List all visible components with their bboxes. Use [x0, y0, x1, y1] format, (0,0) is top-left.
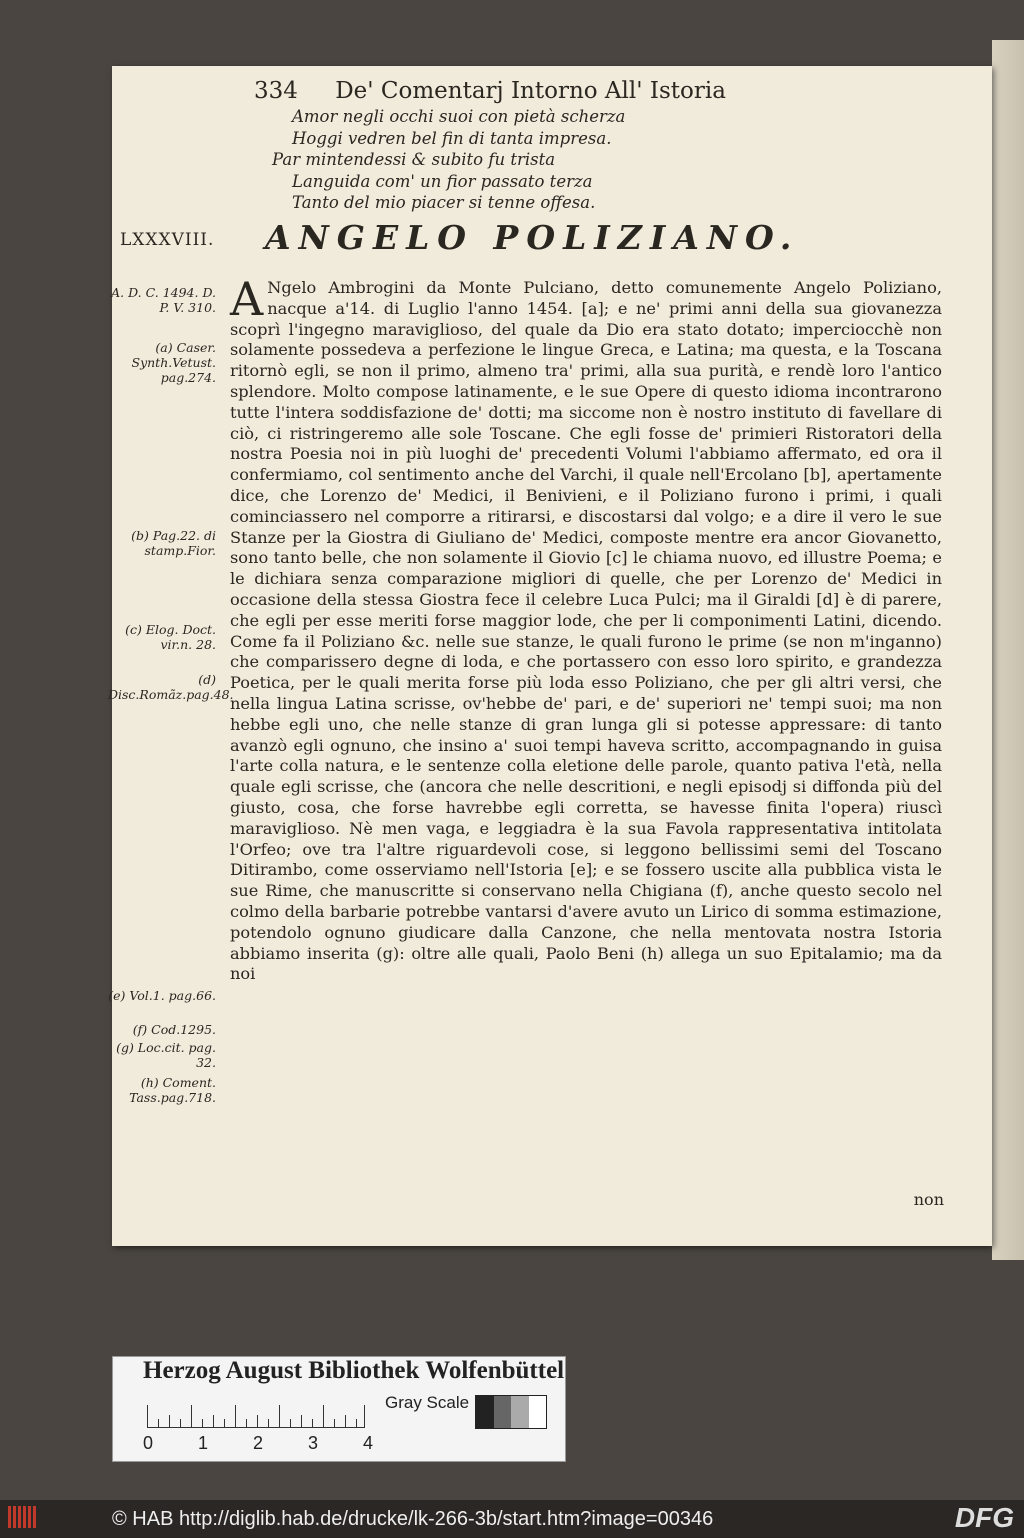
footer-bar — [0, 1500, 1024, 1538]
poem-line: Tanto del mio piacer si tenne offesa. — [292, 193, 596, 212]
margin-note-a: (a) Caser. Synth.Vetust. pag.274. — [131, 340, 216, 385]
scale-ruler — [147, 1405, 365, 1428]
body-text — [230, 272, 942, 985]
hab-logo-icon — [8, 1506, 44, 1532]
footer-url[interactable]: © HAB http://diglib.hab.de/drucke/lk-266-3b/start.htm?image=00346 — [112, 1508, 714, 1530]
ruler-label: 2 — [253, 1433, 264, 1453]
ruler-label: 1 — [198, 1433, 209, 1453]
poem-lines — [272, 106, 625, 214]
section-title: ANGELO POLIZIANO. — [265, 218, 800, 257]
margin-note-c: (c) Elog. Doct. vir.n. 28. — [125, 622, 216, 652]
poem-line: Hoggi vedren bel fin di tanta impresa. — [292, 128, 612, 148]
section-number: LXXXVIII. — [120, 230, 215, 250]
margin-note-f: (f) Cod.1295. — [132, 1022, 216, 1037]
margin-note-e: (e) Vol.1. pag.66. — [108, 988, 216, 1003]
ruler-label: 4 — [363, 1433, 374, 1453]
running-head-title: De' Comentarj Intorno All' Istoria — [335, 78, 726, 104]
poem-line: Par mintendessi & subito fu trista — [272, 150, 556, 169]
margin-note-d: (d) Disc.Romãz.pag.48. — [108, 672, 234, 702]
catchword: non — [913, 1190, 944, 1209]
page-number: 334 — [254, 78, 298, 104]
dfg-logo: DFG — [954, 1502, 1014, 1533]
body-paragraph: Ngelo Ambrogini da Monte Pulciano, detto comunemente Angelo Poliziano, nacque a'14. di Luglio l'anno 1454. [a]; e ne' primi anni della sua giovanezza scoprì l'ingegno maraviglioso, del quale da Dio era stato dotato; imperciocchè non solamente possedeva a perfezione le lingue Greca, e Latina; ma questa, e la Toscana ritornò egli, se non il primo, almeno tra' primi, alla sua purità, e rendè loro l'antico splendore. Molto compose latinamente, e le sue Opere di questo idioma incontrarono tutte l'intera soddisfazione de' dotti; ma siccome non è nostro instituto di favellare di ciò, ci ristringeremo alle sole Toscane. Che egli fosse de' primieri Ristoratori della nostra Poesia noi in più luoghi de' precedenti Volumi l'abbiamo affermato, ed ora il confermiamo, col sentimento anche del Varchi, il quale nell'Ercolano [b], apertamente dice, che Lorenzo de' Medici, il Benivieni, e il Poliziano furono i primi, i quali cominciassero nel comporre a ritirarsi, e discostarsi dal volgo; e a dire il vero le sue Stanze per la Giostra di Giuliano de' Medici, composte mentre era ancor Giovanetto, sono tanto belle, che non solamente il Giovio [c] le chiama nuovo, ed illustre Poema; e le dichiara senza comparazione migliori di quelle, che per Lorenzo de' Medici in occasione della stessa Giostra fece il celebre Luca Pulci; ma il Giraldi [d] è di parere, che egli per esse meriti forse maggior lode, che per li componimenti Latini, dicendo. Come fa il Poliziano &c. nelle sue stanze, le quali furono le prime (se non m'inganno) che comparissero degne di loda, e che portassero con esso loro spirito, e grandezza Poetica, per le quali merita forse più loda esso Poliziano, che per gli altri versi, che nella lingua Latina scrisse, ov'hebbe de' pari, e de' superiori ne' tempi suoi; ma non hebbe egli uno, che nelle stanze di gran lunga gli si potesse appressare: di tanto avanzò egli ognuno, che insino a' suoi tempi haveva scritto, accompagnando in guisa l'arte colla natura, e le sentenze colla eletione delle parole, quanto pativa l'età, nella quale egli scrisse, che (ancora che nelle descritioni, e negli episodj si diffonda più del giusto, cosa, che forse havrebbe egli corretta, se havesse finita l'opera) riuscì maraviglioso. Nè men vaga, e leggiadra è la sua Favola rappresentativa intitolata l'Orfeo; ove tra l'altre riguardevoli cose, si leggono bellissimi semi del Toscano Ditirambo, come osserviamo nell'Istoria [e]; e se fossero uscite alla pubblica vista le sue Rime, che manuscritte si conservano nella Chigiana (f), anche questo secolo nel colmo della barbarie potrebbe vantarsi d'avere avuto un Lirico di somma estimazione, potendolo ognuno giudicare dalla Canzone, che nella mentovata nostra Istoria abbiamo inserita (g): oltre alle quali, Paolo Beni (h) allega un suo Epitalamio; ma da noi — [230, 278, 942, 984]
poem-line: Languida com' un fior passato terza — [292, 171, 593, 191]
drop-cap: A — [230, 272, 264, 326]
poem-line: Amor negli occhi suoi con pietà scherza — [292, 107, 626, 126]
margin-note-b: (b) Pag.22. di stamp.Fior. — [131, 528, 216, 558]
ruler-label: 3 — [308, 1433, 319, 1453]
ruler-label: 0 — [143, 1433, 154, 1453]
margin-note-h: (h) Coment. Tass.pag.718. — [129, 1075, 216, 1105]
running-header — [254, 78, 726, 104]
library-name: Herzog August Bibliothek Wolfenbüttel — [143, 1357, 565, 1384]
scan-calibration-label — [112, 1356, 566, 1462]
next-page-edge — [992, 40, 1024, 1260]
margin-note-dates: A. D. C. 1494. D. P. V. 310. — [111, 285, 216, 315]
gray-scale-swatches — [475, 1395, 547, 1429]
gray-scale-label: Gray Scale — [385, 1393, 470, 1412]
margin-note-g: (g) Loc.cit. pag. 32. — [116, 1040, 216, 1070]
